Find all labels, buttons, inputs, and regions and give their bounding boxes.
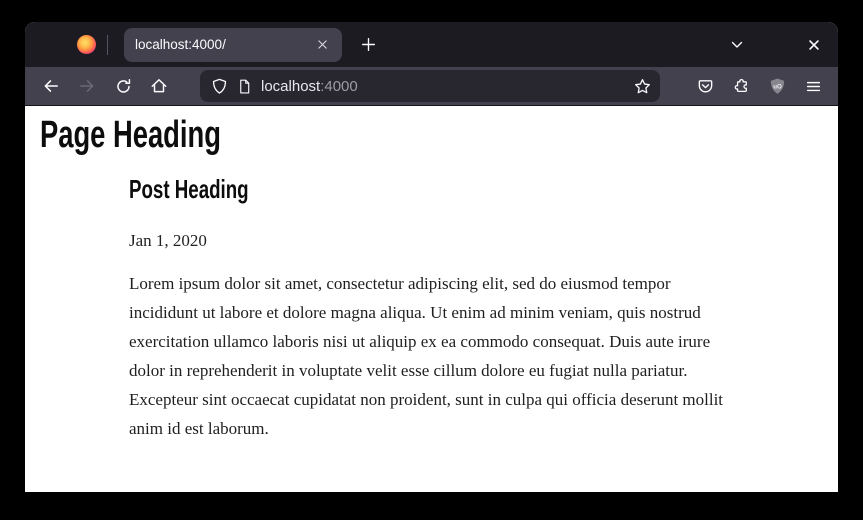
- firefox-logo-icon[interactable]: [77, 35, 96, 54]
- pocket-button[interactable]: [689, 70, 721, 102]
- page-content: [25, 106, 838, 491]
- back-button[interactable]: [35, 70, 67, 102]
- hamburger-menu-icon: [805, 78, 822, 95]
- tab-close-icon[interactable]: [310, 33, 334, 57]
- close-icon: [807, 38, 821, 52]
- ublock-shield-icon: [768, 77, 787, 96]
- page-heading: Page Heading: [40, 114, 221, 156]
- url-text: [261, 78, 358, 95]
- chevron-down-icon: [729, 37, 745, 53]
- list-all-tabs-button[interactable]: [721, 29, 753, 61]
- home-icon: [150, 77, 168, 95]
- url-host: localhost: [261, 77, 321, 95]
- post-heading: Post Heading: [129, 174, 249, 205]
- tab-title: localhost:4000/: [135, 37, 226, 52]
- reload-icon: [115, 78, 132, 95]
- reload-button[interactable]: [107, 70, 139, 102]
- browser-tab[interactable]: [124, 28, 342, 62]
- tracking-protection-shield-icon[interactable]: [211, 78, 228, 95]
- pocket-icon: [697, 78, 714, 95]
- post-body: Lorem ipsum dolor sit amet, consectetur adipiscing elit, sed do eiusmod tempor incididunt ut labore et dolore magna aliqua. Ut enim ad minim veniam, quis nostrud exercitation ullamco laboris nisi ut aliquip ex ea commodo consequat. Duis aute irure dolor in reprehenderit in voluptate velit esse cillum dolore eu fugiat nulla pariatur. Excepteur sint occaecat cupidatat non proident, sunt in culpa qui officia deserunt mollit anim id est laborum.: [129, 274, 724, 438]
- extensions-puzzle-icon: [733, 78, 750, 95]
- ublock-badge-label: uO: [772, 82, 782, 90]
- post-date: Jan 1, 2020: [129, 231, 207, 251]
- tab-bar: [25, 22, 838, 67]
- page-document-icon[interactable]: [237, 79, 252, 94]
- ublock-origin-button[interactable]: [761, 70, 793, 102]
- extensions-button[interactable]: [725, 70, 757, 102]
- back-arrow-icon: [42, 77, 60, 95]
- forward-button[interactable]: [71, 70, 103, 102]
- url-bar[interactable]: [200, 70, 660, 102]
- forward-arrow-icon: [78, 77, 96, 95]
- new-tab-button[interactable]: [352, 29, 384, 61]
- browser-window: [25, 22, 838, 492]
- navigation-toolbar: [25, 67, 838, 106]
- menu-button[interactable]: [797, 70, 829, 102]
- post-article: [129, 174, 741, 444]
- window-close-button[interactable]: [798, 29, 830, 61]
- home-button[interactable]: [143, 70, 175, 102]
- bookmark-star-button[interactable]: [630, 74, 654, 98]
- star-icon: [634, 78, 651, 95]
- url-port: :4000: [320, 77, 358, 95]
- tab-separator: [107, 35, 108, 55]
